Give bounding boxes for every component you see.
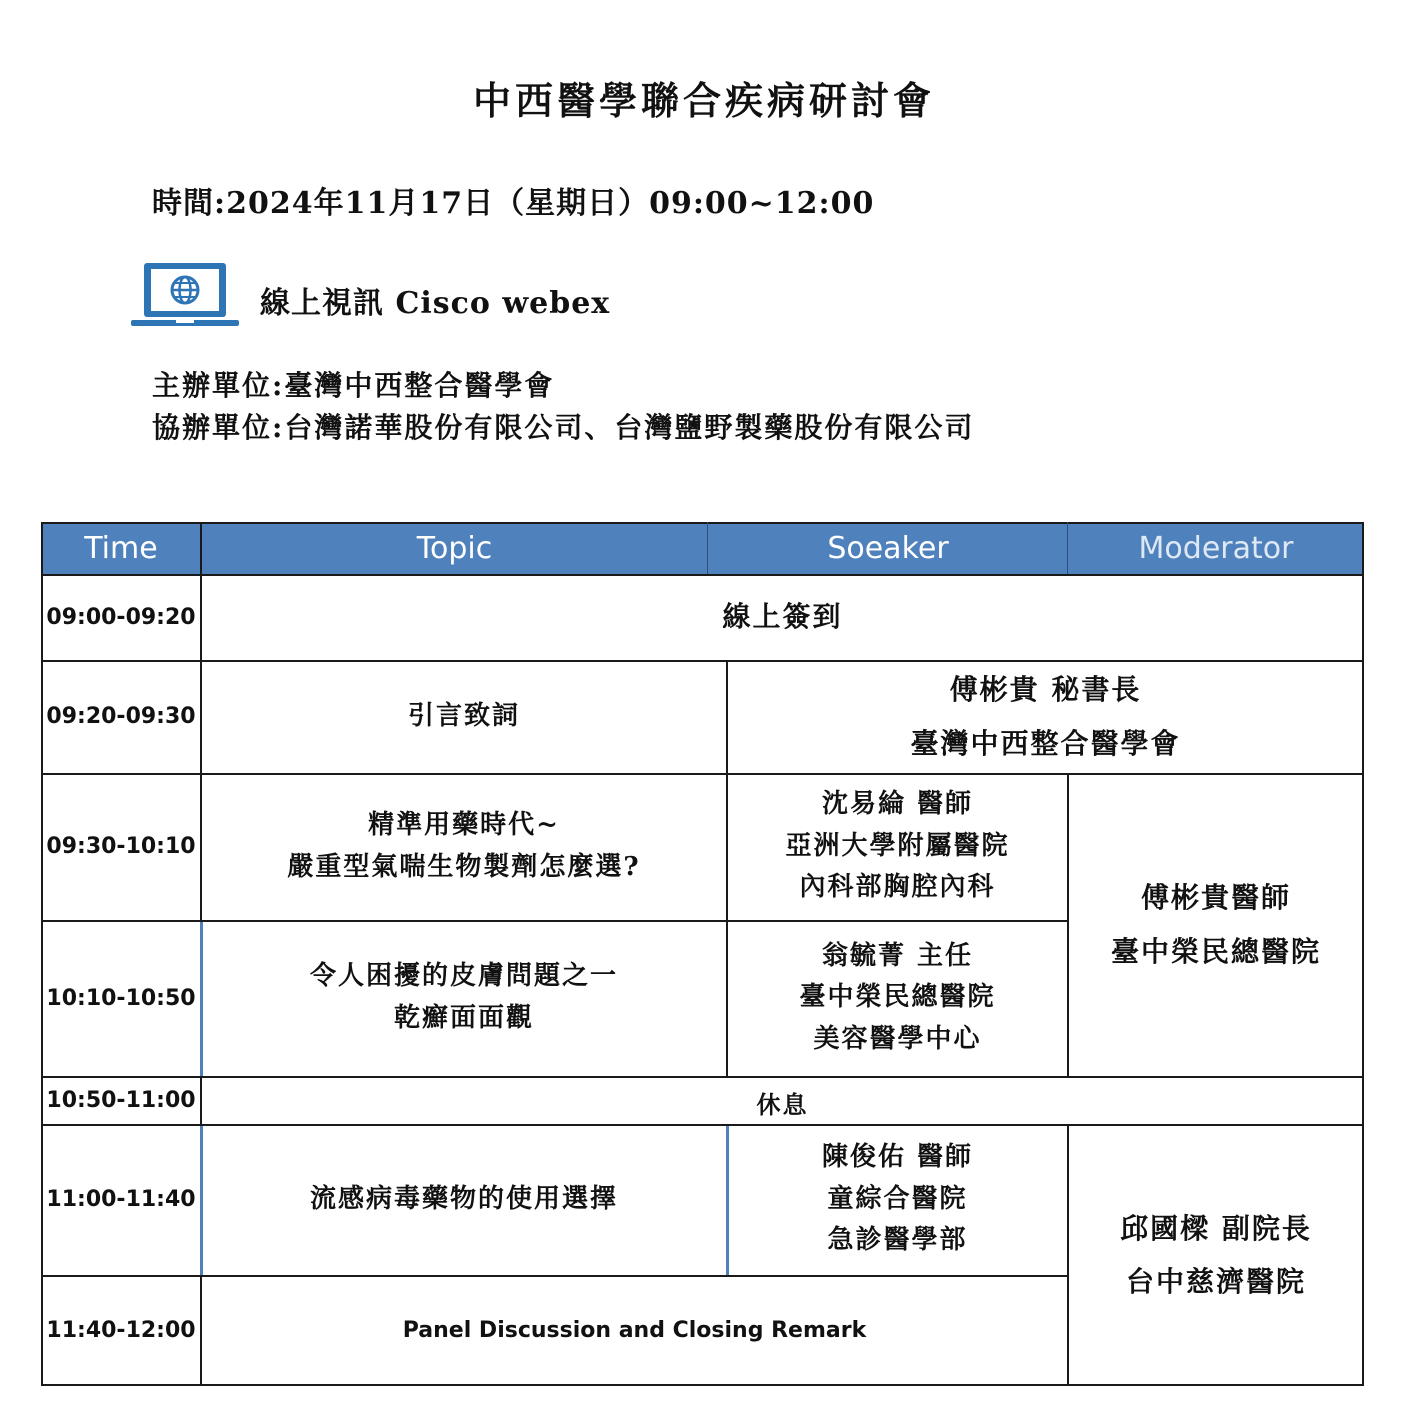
moderator-name: 邱國樑 副院長 [1120, 1211, 1312, 1245]
speaker-affiliation: 亞洲大學附屬醫院 [785, 830, 1010, 861]
header-time: Time [41, 522, 201, 574]
speaker-affiliation: 童綜合醫院 [827, 1183, 968, 1214]
topic-line: 令人困擾的皮膚問題之一 [309, 961, 618, 992]
grid-line [41, 1275, 1068, 1277]
speaker-affiliation: 臺灣中西整合醫學會 [910, 726, 1181, 760]
header-moderator: Moderator [1068, 522, 1364, 574]
time-cell: 10:50-11:00 [46, 1087, 196, 1113]
checkin-cell: 線上簽到 [722, 600, 843, 634]
grid-line [1067, 522, 1068, 574]
grid-line [726, 660, 728, 1076]
topic-line: 精準用藥時代~ [368, 809, 560, 840]
speaker-cell [727, 1124, 1068, 1275]
speaker-name: 陳俊佑 醫師 [821, 1142, 974, 1173]
grid-line [1067, 773, 1069, 1076]
host-organizer: 主辦單位:臺灣中西整合醫學會 [152, 369, 555, 402]
speaker-name: 翁毓菁 主任 [821, 940, 974, 971]
grid-line [707, 522, 708, 574]
topic-cell [201, 773, 727, 920]
accent-line [726, 1126, 729, 1275]
closing-cell: Panel Discussion and Closing Remark [402, 1318, 867, 1343]
topic-line: 嚴重型氣喘生物製劑怎麼選? [287, 851, 641, 882]
moderator-cell [1068, 1124, 1364, 1386]
grid-line [41, 920, 1068, 922]
page-title: 中西醫學聯合疾病研討會 [472, 78, 935, 123]
speaker-affiliation: 臺中榮民總醫院 [799, 982, 996, 1013]
time-cell: 09:30-10:10 [46, 834, 196, 859]
speaker-department: 急診醫學部 [827, 1225, 968, 1256]
accent-line [200, 922, 203, 1076]
grid-line [41, 773, 1364, 775]
topic-line: 乾癬面面觀 [393, 1003, 534, 1033]
event-time: 時間:2024年11月17日（星期日）09:00~12:00 [152, 186, 875, 221]
speaker-cell [727, 773, 1068, 920]
moderator-cell [1068, 773, 1364, 1076]
moderator-affiliation: 臺中榮民總醫院 [1110, 934, 1321, 968]
break-cell: 休息 [756, 1089, 809, 1119]
speaker-department: 美容醫學中心 [813, 1023, 982, 1054]
grid-line [41, 1124, 1364, 1126]
grid-line [1362, 522, 1364, 1386]
online-info [130, 260, 830, 330]
time-cell: 09:00-09:20 [46, 604, 196, 630]
topic-cell: 流感病毒藥物的使用選擇 [309, 1183, 618, 1214]
grid-line [41, 574, 1364, 576]
grid-line [1067, 1124, 1069, 1386]
time-cell: 09:20-09:30 [46, 704, 196, 729]
grid-line [41, 522, 43, 1386]
online-platform: 線上視訊 Cisco webex [260, 286, 611, 321]
grid-line [41, 660, 1364, 662]
moderator-affiliation: 台中慈濟醫院 [1125, 1265, 1306, 1298]
speaker-name: 傅彬貴 秘書長 [949, 673, 1142, 707]
time-cell: 10:10-10:50 [46, 985, 196, 1011]
header-topic: Topic [201, 522, 708, 574]
speaker-cell [727, 920, 1068, 1076]
speaker-cell [727, 660, 1364, 773]
topic-cell [201, 920, 727, 1076]
topic-cell: 引言致詞 [407, 700, 520, 731]
time-cell: 11:00-11:40 [46, 1187, 196, 1212]
grid-line [41, 522, 1364, 524]
laptop-globe-icon [130, 262, 240, 328]
speaker-department: 內科部胸腔內科 [799, 872, 996, 903]
co-organizer: 協辦單位:台灣諾華股份有限公司、台灣鹽野製藥股份有限公司 [152, 411, 975, 444]
grid-line [41, 1384, 1364, 1386]
speaker-name: 沈易綸 醫師 [821, 789, 974, 820]
schedule-table [41, 522, 1364, 1386]
grid-line [41, 1076, 1364, 1078]
moderator-name: 傅彬貴醫師 [1140, 881, 1291, 915]
time-cell: 11:40-12:00 [46, 1318, 196, 1343]
accent-line [200, 1126, 203, 1275]
header-speaker: Soeaker [708, 522, 1068, 574]
